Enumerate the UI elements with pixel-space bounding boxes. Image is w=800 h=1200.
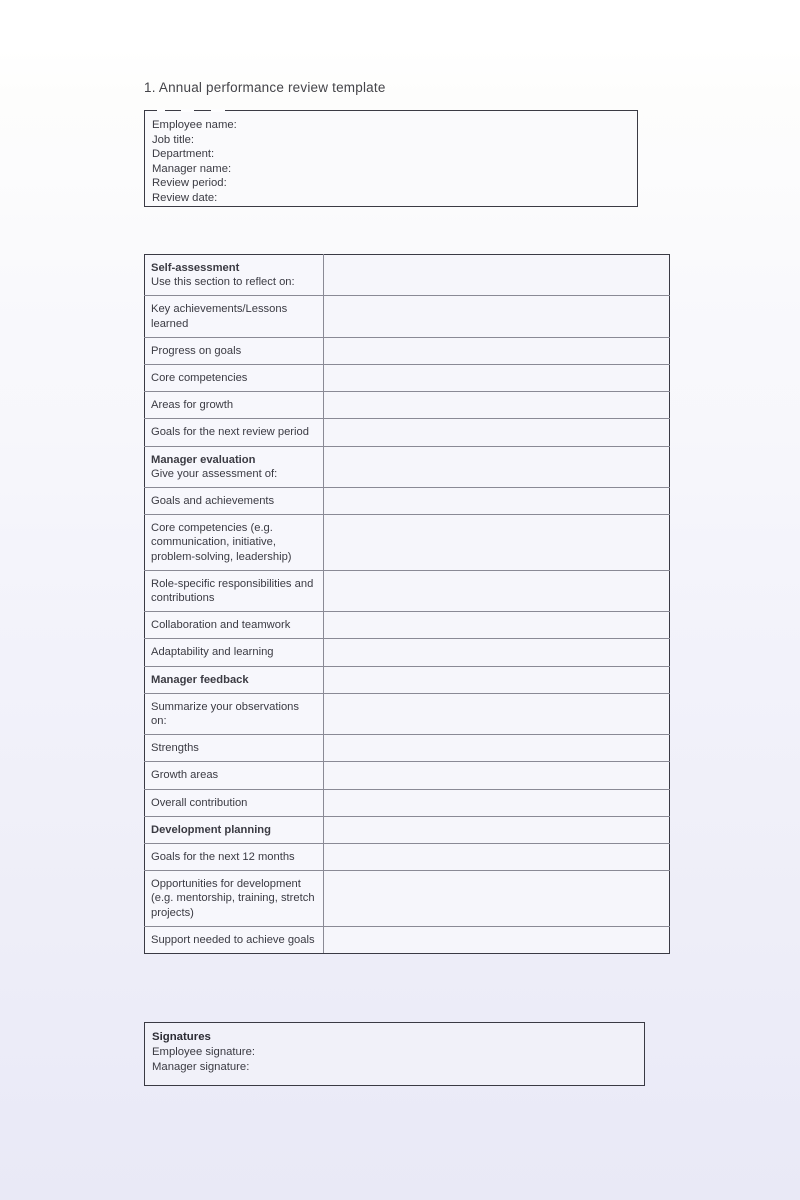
row-value-manager-feedback[interactable]: [324, 666, 670, 693]
row-label-text: Collaboration and teamwork: [151, 619, 291, 632]
row-label-text: Self-assessment: [151, 262, 240, 274]
row-value-strengths[interactable]: [324, 735, 670, 762]
row-value-support-needed-to-achieve-goals[interactable]: [324, 926, 670, 953]
row-value-areas-for-growth[interactable]: [324, 392, 670, 419]
row-value-key-achievements-lessons-learned[interactable]: [324, 296, 670, 337]
row-value-growth-areas[interactable]: [324, 762, 670, 789]
table-row: [145, 365, 670, 392]
info-field-department: Department:: [152, 148, 215, 161]
row-value-core-competencies[interactable]: [324, 365, 670, 392]
row-sublabel-text: Use this section to reflect on:: [151, 276, 295, 289]
table-row: [145, 844, 670, 871]
row-label-core-competencies-e-g-communication-initiative: [145, 515, 324, 571]
page-title: 1. Annual performance review template: [144, 80, 386, 95]
border-gap-artifact: [157, 109, 165, 112]
row-label-areas-for-growth: [145, 392, 324, 419]
row-label-self-assessment: [145, 255, 324, 296]
table-row: [145, 446, 670, 487]
row-label-growth-areas: [145, 762, 324, 789]
info-field-review-date: Review date:: [152, 191, 218, 204]
row-value-role-specific-responsibilities-and-contributio[interactable]: [324, 570, 670, 611]
row-label-text: Development planning: [151, 823, 271, 836]
signature-field-employee: Employee signature:: [152, 1046, 255, 1058]
row-label-goals-and-achievements: [145, 488, 324, 515]
row-value-manager-evaluation[interactable]: [324, 446, 670, 487]
row-label-adaptability-and-learning: [145, 639, 324, 666]
row-label-text: Core competencies (e.g. communication, initiative, problem-solving, leadership): [151, 522, 292, 563]
row-value-goals-for-the-next-12-months[interactable]: [324, 844, 670, 871]
row-label-text: Progress on goals: [151, 344, 242, 357]
row-label-strengths: [145, 735, 324, 762]
row-sublabel-text: Give your assessment of:: [151, 467, 278, 480]
row-label-support-needed-to-achieve-goals: [145, 926, 324, 953]
row-label-manager-evaluation: [145, 446, 324, 487]
row-label-text: Role-specific responsibilities and contributions: [151, 577, 314, 605]
info-field-manager-name: Manager name:: [152, 162, 232, 175]
row-label-text: Strengths: [151, 742, 199, 755]
row-value-goals-and-achievements[interactable]: [324, 488, 670, 515]
row-value-core-competencies-e-g-communication-initiative[interactable]: [324, 515, 670, 571]
table-row: [145, 392, 670, 419]
table-row: [145, 735, 670, 762]
signature-field-manager: Manager signature:: [152, 1060, 250, 1073]
row-label-text: Growth areas: [151, 769, 219, 782]
info-field-job-title: Job title:: [152, 133, 195, 146]
table-row: [145, 612, 670, 639]
row-label-text: Goals for the next review period: [151, 426, 309, 439]
row-label-manager-feedback: [145, 666, 324, 693]
row-label-text: Goals for the next 12 months: [151, 851, 295, 864]
table-row: [145, 666, 670, 693]
row-label-summarize-your-observations-on: [145, 693, 324, 734]
table-row: [145, 639, 670, 666]
table-row: [145, 762, 670, 789]
table-row: [145, 488, 670, 515]
row-label-text: Manager feedback: [151, 673, 249, 686]
review-table: [144, 254, 670, 954]
row-label-opportunities-for-development-e-g-mentorship-t: [145, 871, 324, 927]
row-label-text: Summarize your observations on:: [151, 700, 299, 728]
row-label-text: Core competencies: [151, 372, 248, 385]
row-label-development-planning: [145, 816, 324, 843]
table-row: [145, 296, 670, 337]
table-row: [145, 255, 670, 296]
border-gap-artifact: [181, 109, 194, 112]
info-field-review-period: Review period:: [152, 177, 227, 190]
row-label-text: Goals and achievements: [151, 495, 275, 508]
row-value-progress-on-goals[interactable]: [324, 337, 670, 364]
row-label-collaboration-and-teamwork: [145, 612, 324, 639]
row-label-overall-contribution: [145, 789, 324, 816]
table-row: [145, 871, 670, 927]
table-row: [145, 570, 670, 611]
row-value-summarize-your-observations-on[interactable]: [324, 693, 670, 734]
row-label-text: Overall contribution: [151, 796, 248, 809]
row-label-text: Manager evaluation: [151, 453, 256, 466]
row-value-overall-contribution[interactable]: [324, 789, 670, 816]
row-value-adaptability-and-learning[interactable]: [324, 639, 670, 666]
row-label-progress-on-goals: [145, 337, 324, 364]
row-value-goals-for-the-next-review-period[interactable]: [324, 419, 670, 446]
signatures-heading: Signatures: [152, 1031, 211, 1043]
table-row: [145, 515, 670, 571]
row-label-text: Key achievements/Lessons learned: [151, 303, 288, 330]
row-value-self-assessment[interactable]: [324, 255, 670, 296]
row-label-goals-for-the-next-review-period: [145, 419, 324, 446]
row-label-text: Opportunities for development (e.g. mentorship, training, stretch projects): [151, 878, 315, 919]
row-value-collaboration-and-teamwork[interactable]: [324, 612, 670, 639]
row-label-text: Support needed to achieve goals: [151, 933, 315, 946]
table-row: [145, 337, 670, 364]
row-label-text: Adaptability and learning: [151, 646, 274, 659]
row-label-text: Areas for growth: [151, 399, 234, 412]
signatures-box: [144, 1022, 645, 1086]
table-row: [145, 693, 670, 734]
table-row: [145, 419, 670, 446]
employee-info-box: [144, 110, 638, 207]
table-row: [145, 816, 670, 843]
row-label-core-competencies: [145, 365, 324, 392]
row-label-key-achievements-lessons-learned: [145, 296, 324, 337]
info-field-employee-name: Employee name:: [152, 119, 237, 131]
row-label-goals-for-the-next-12-months: [145, 844, 324, 871]
row-value-development-planning[interactable]: [324, 816, 670, 843]
row-label-role-specific-responsibilities-and-contributio: [145, 570, 324, 611]
table-row: [145, 789, 670, 816]
table-row: [145, 926, 670, 953]
border-gap-artifact: [211, 109, 225, 112]
row-value-opportunities-for-development-e-g-mentorship-t[interactable]: [324, 871, 670, 927]
